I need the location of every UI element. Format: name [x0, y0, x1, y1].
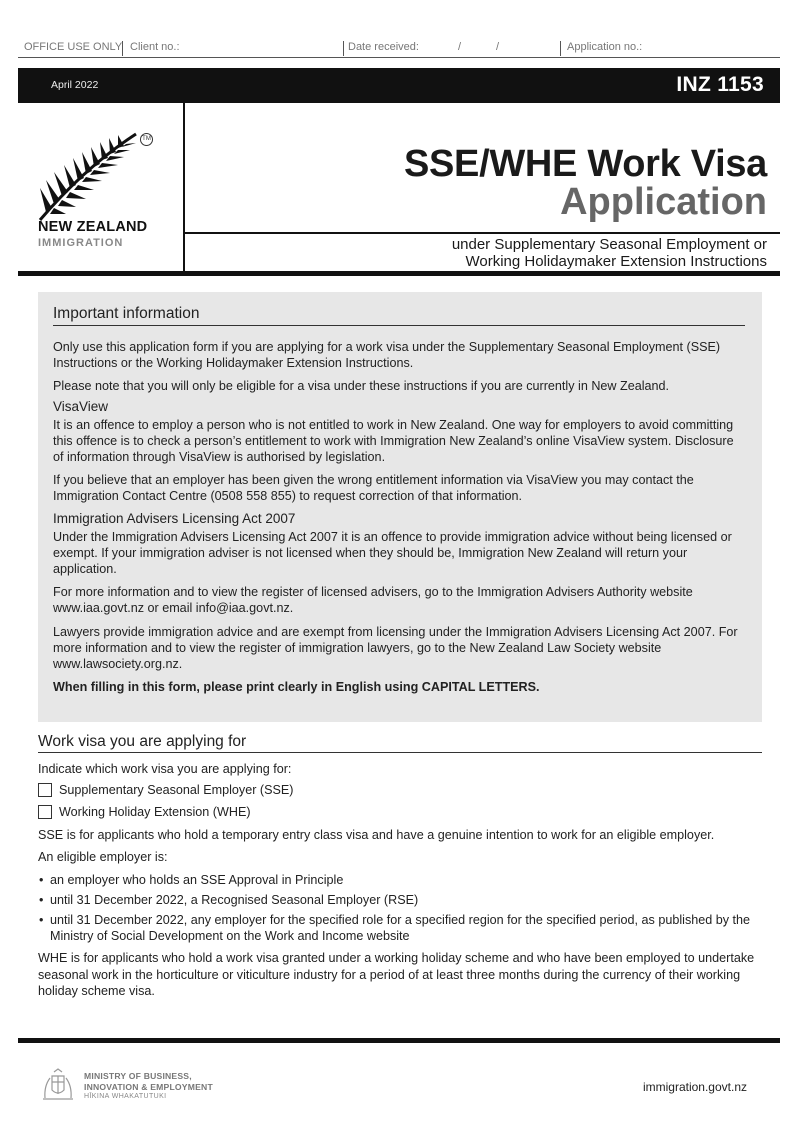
ministry-maori-name: HĪKINA WHAKATUTUKI — [84, 1093, 167, 1100]
date-separator: / — [496, 41, 500, 53]
title-divider — [183, 103, 185, 273]
title-rule — [185, 232, 780, 234]
silver-fern-icon — [36, 130, 156, 222]
website-link[interactable]: immigration.govt.nz — [642, 1080, 747, 1094]
work-visa-section — [38, 732, 762, 1005]
logo-name: NEW ZEALAND — [38, 219, 148, 235]
act-paragraph: Lawyers provide immigration advice and are exempt from licensing under the Immigration Advisers Licensing Act 2007. For more information and to view the register of immigration lawyers, go to the New Zealand Law Society website www.lawsociety.org.nz. — [53, 624, 738, 672]
date-separator: / — [458, 41, 462, 53]
visaview-paragraph: It is an offence to employ a person who is not entitled to work in New Zealand. One way for employers to avoid committing this offence is to check a person’s entitlement to work with Immigration New Zealand’s online VisaView system. Disclosure of information through VisaView is authorised by legislation. — [53, 417, 734, 465]
work-visa-instruction: Indicate which work visa you are applying for: — [38, 762, 292, 776]
option-sse[interactable] — [38, 781, 762, 798]
whe-checkbox[interactable] — [38, 805, 52, 819]
header-bar — [18, 68, 780, 103]
capitals-note: When filling in this form, please print clearly in English using CAPITAL LETTERS. — [53, 680, 540, 695]
client-no-label: Client no.: — [130, 41, 180, 53]
office-use-label: OFFICE USE ONLY — [24, 41, 123, 53]
coat-of-arms-icon — [40, 1068, 76, 1102]
important-heading: Important information — [53, 292, 745, 326]
list-item: • until 31 December 2022, a Recognised Seasonal Employer (RSE) — [38, 892, 762, 908]
act-paragraph: For more information and to view the register of licensed advisers, go to the Immigration Advisers Authority website www.iaa.govt.nz or email info@iaa.govt.nz. — [53, 585, 693, 616]
act-paragraph: Under the Immigration Advisers Licensing Act 2007 it is an offence to provide immigration advice without being licensed or exempt. If your immigration adviser is not licensed when they should be, Immigration New Zealand will return your application. — [53, 529, 732, 577]
eligible-intro: An eligible employer is: — [38, 850, 168, 865]
work-visa-heading: Work visa you are applying for — [38, 732, 762, 753]
form-date: April 2022 — [51, 79, 99, 91]
important-paragraph: Please note that you will only be eligible for a visa under these instructions if you are currently in New Zealand. — [53, 379, 670, 394]
header-rule — [18, 271, 780, 276]
page-title-secondary: Application — [560, 181, 767, 223]
sse-checkbox[interactable] — [38, 783, 52, 797]
field-divider — [122, 41, 123, 56]
act-heading: Immigration Advisers Licensing Act 2007 — [53, 510, 296, 526]
whe-option-label: Working Holiday Extension (WHE) — [59, 804, 251, 819]
form-code: INZ 1153 — [676, 73, 764, 96]
eligible-list — [38, 872, 762, 945]
option-whe[interactable] — [38, 803, 762, 820]
office-use-strip — [18, 40, 780, 58]
date-received-label: Date received: — [348, 41, 419, 53]
whe-description: WHE is for applicants who hold a work visa granted under a working holiday scheme and who have been employed to undertake seasonal work in the horticulture or viticulture industry for a period of at least three months during the currency of their working holiday scheme visa. — [38, 951, 755, 998]
sse-option-label: Supplementary Seasonal Employer (SSE) — [59, 782, 294, 797]
subtitle-line: Working Holidaymaker Extension Instructions — [465, 253, 767, 270]
visaview-heading: VisaView — [53, 398, 109, 414]
ministry-name-line: MINISTRY OF BUSINESS, — [84, 1071, 192, 1081]
trademark-mark: TM — [140, 133, 153, 146]
ministry-name-line: INNOVATION & EMPLOYMENT — [84, 1081, 213, 1092]
page-subtitle — [367, 236, 767, 270]
important-information-box — [38, 292, 762, 722]
list-item: • until 31 December 2022, any employer for the specified role for a specified region for the specified period, as published by the Ministry of Social Development on the Work and Income website — [38, 912, 762, 944]
visaview-paragraph: If you believe that an employer has been given the wrong entitlement information via VisaView you may contact the Immigration Contact Centre (0508 558 855) to request correction of that information. — [53, 473, 694, 504]
sse-description: SSE is for applicants who hold a temporary entry class visa and have a genuine intention to work for an eligible employer. — [38, 828, 715, 843]
footer-rule — [18, 1038, 780, 1043]
subtitle-line: under Supplementary Seasonal Employment or — [451, 236, 767, 253]
page-title: SSE/WHE Work Visa — [403, 143, 767, 185]
ministry-name — [84, 1071, 213, 1092]
field-divider — [560, 41, 561, 56]
application-no-label: Application no.: — [567, 41, 643, 53]
logo-sub: IMMIGRATION — [38, 237, 124, 249]
field-divider — [343, 41, 344, 56]
important-paragraph: Only use this application form if you are applying for a work visa under the Supplementary Seasonal Employment (SSE) Instructions or the Working Holidaymaker Extension Instructions. — [53, 340, 721, 371]
list-item: • an employer who holds an SSE Approval in Principle — [38, 872, 762, 888]
